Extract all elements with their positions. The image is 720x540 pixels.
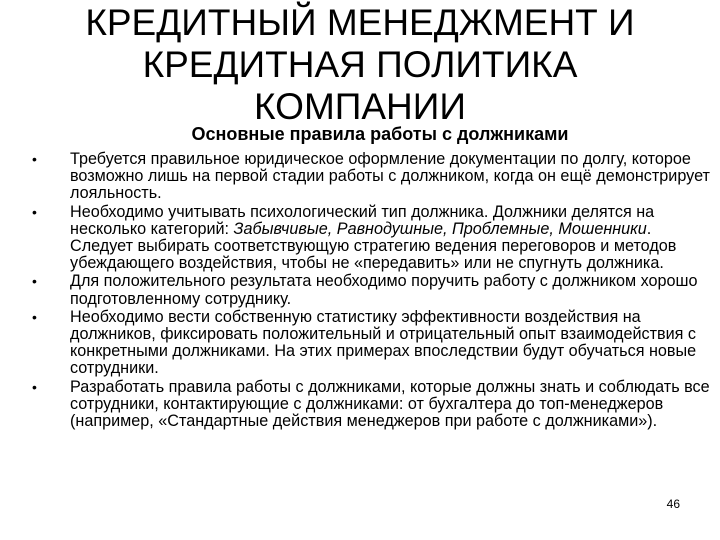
bullet-text bbox=[70, 203, 676, 273]
page-number: 46 bbox=[666, 497, 680, 511]
bullet-icon: • bbox=[32, 151, 37, 167]
slide-title bbox=[40, 2, 680, 128]
bullet-item bbox=[32, 379, 712, 431]
bullet-text: Разработать правила работы с должниками, которые должны знать и соблюдать все сотрудники, контактирующие с должниками: от бухгалтера до топ-менеджеров (например, «Стандартные действия менеджеров при работе с должниками»). bbox=[70, 377, 710, 431]
bullet-text-part: . Следует выбирать соответствующую стратегию ведения переговоров и методов убеждающего воздействия, чтобы не «передавить» или не спугнуть должника. bbox=[70, 219, 677, 273]
bullet-list bbox=[32, 151, 712, 431]
bullet-text: Для положительного результата необходимо поручить работу с должником хорошо подготовленному сотруднику. bbox=[70, 272, 698, 308]
title-line: КРЕДИТНАЯ ПОЛИТИКА bbox=[142, 44, 578, 85]
debtor-categories: Забывчивые, Равнодушные, Проблемные, Мошенники bbox=[233, 219, 647, 238]
bullet-text: Необходимо вести собственную статистику эффективности воздействия на должников, фиксировать положительный и отрицательный опыт взаимодействия с конкретными должниками. На этих примерах впоследствии будут обучаться новые сотрудники. bbox=[70, 307, 697, 378]
bullet-item bbox=[32, 309, 712, 378]
bullet-item bbox=[32, 151, 712, 203]
bullet-text: Требуется правильное юридическое оформление документации по долгу, которое возможно лишь на первой стадии работы с должником, когда он ещё демонстрирует лояльность. bbox=[70, 150, 710, 203]
slide-subtitle: Основные правила работы с должниками bbox=[191, 124, 569, 144]
title-line: КРЕДИТНЫЙ МЕНЕДЖМЕНТ И bbox=[85, 2, 635, 43]
bullet-icon: • bbox=[32, 378, 37, 395]
bullet-icon: • bbox=[32, 203, 37, 220]
title-line: КОМПАНИИ bbox=[254, 86, 466, 127]
bullet-item bbox=[32, 273, 712, 307]
bullet-icon: • bbox=[32, 273, 37, 290]
bullet-text-part: Необходимо учитывать психологический тип должника. Должники делятся на несколько категорий: bbox=[70, 202, 655, 238]
bullet-item bbox=[32, 204, 712, 273]
bullet-icon: • bbox=[32, 308, 37, 325]
